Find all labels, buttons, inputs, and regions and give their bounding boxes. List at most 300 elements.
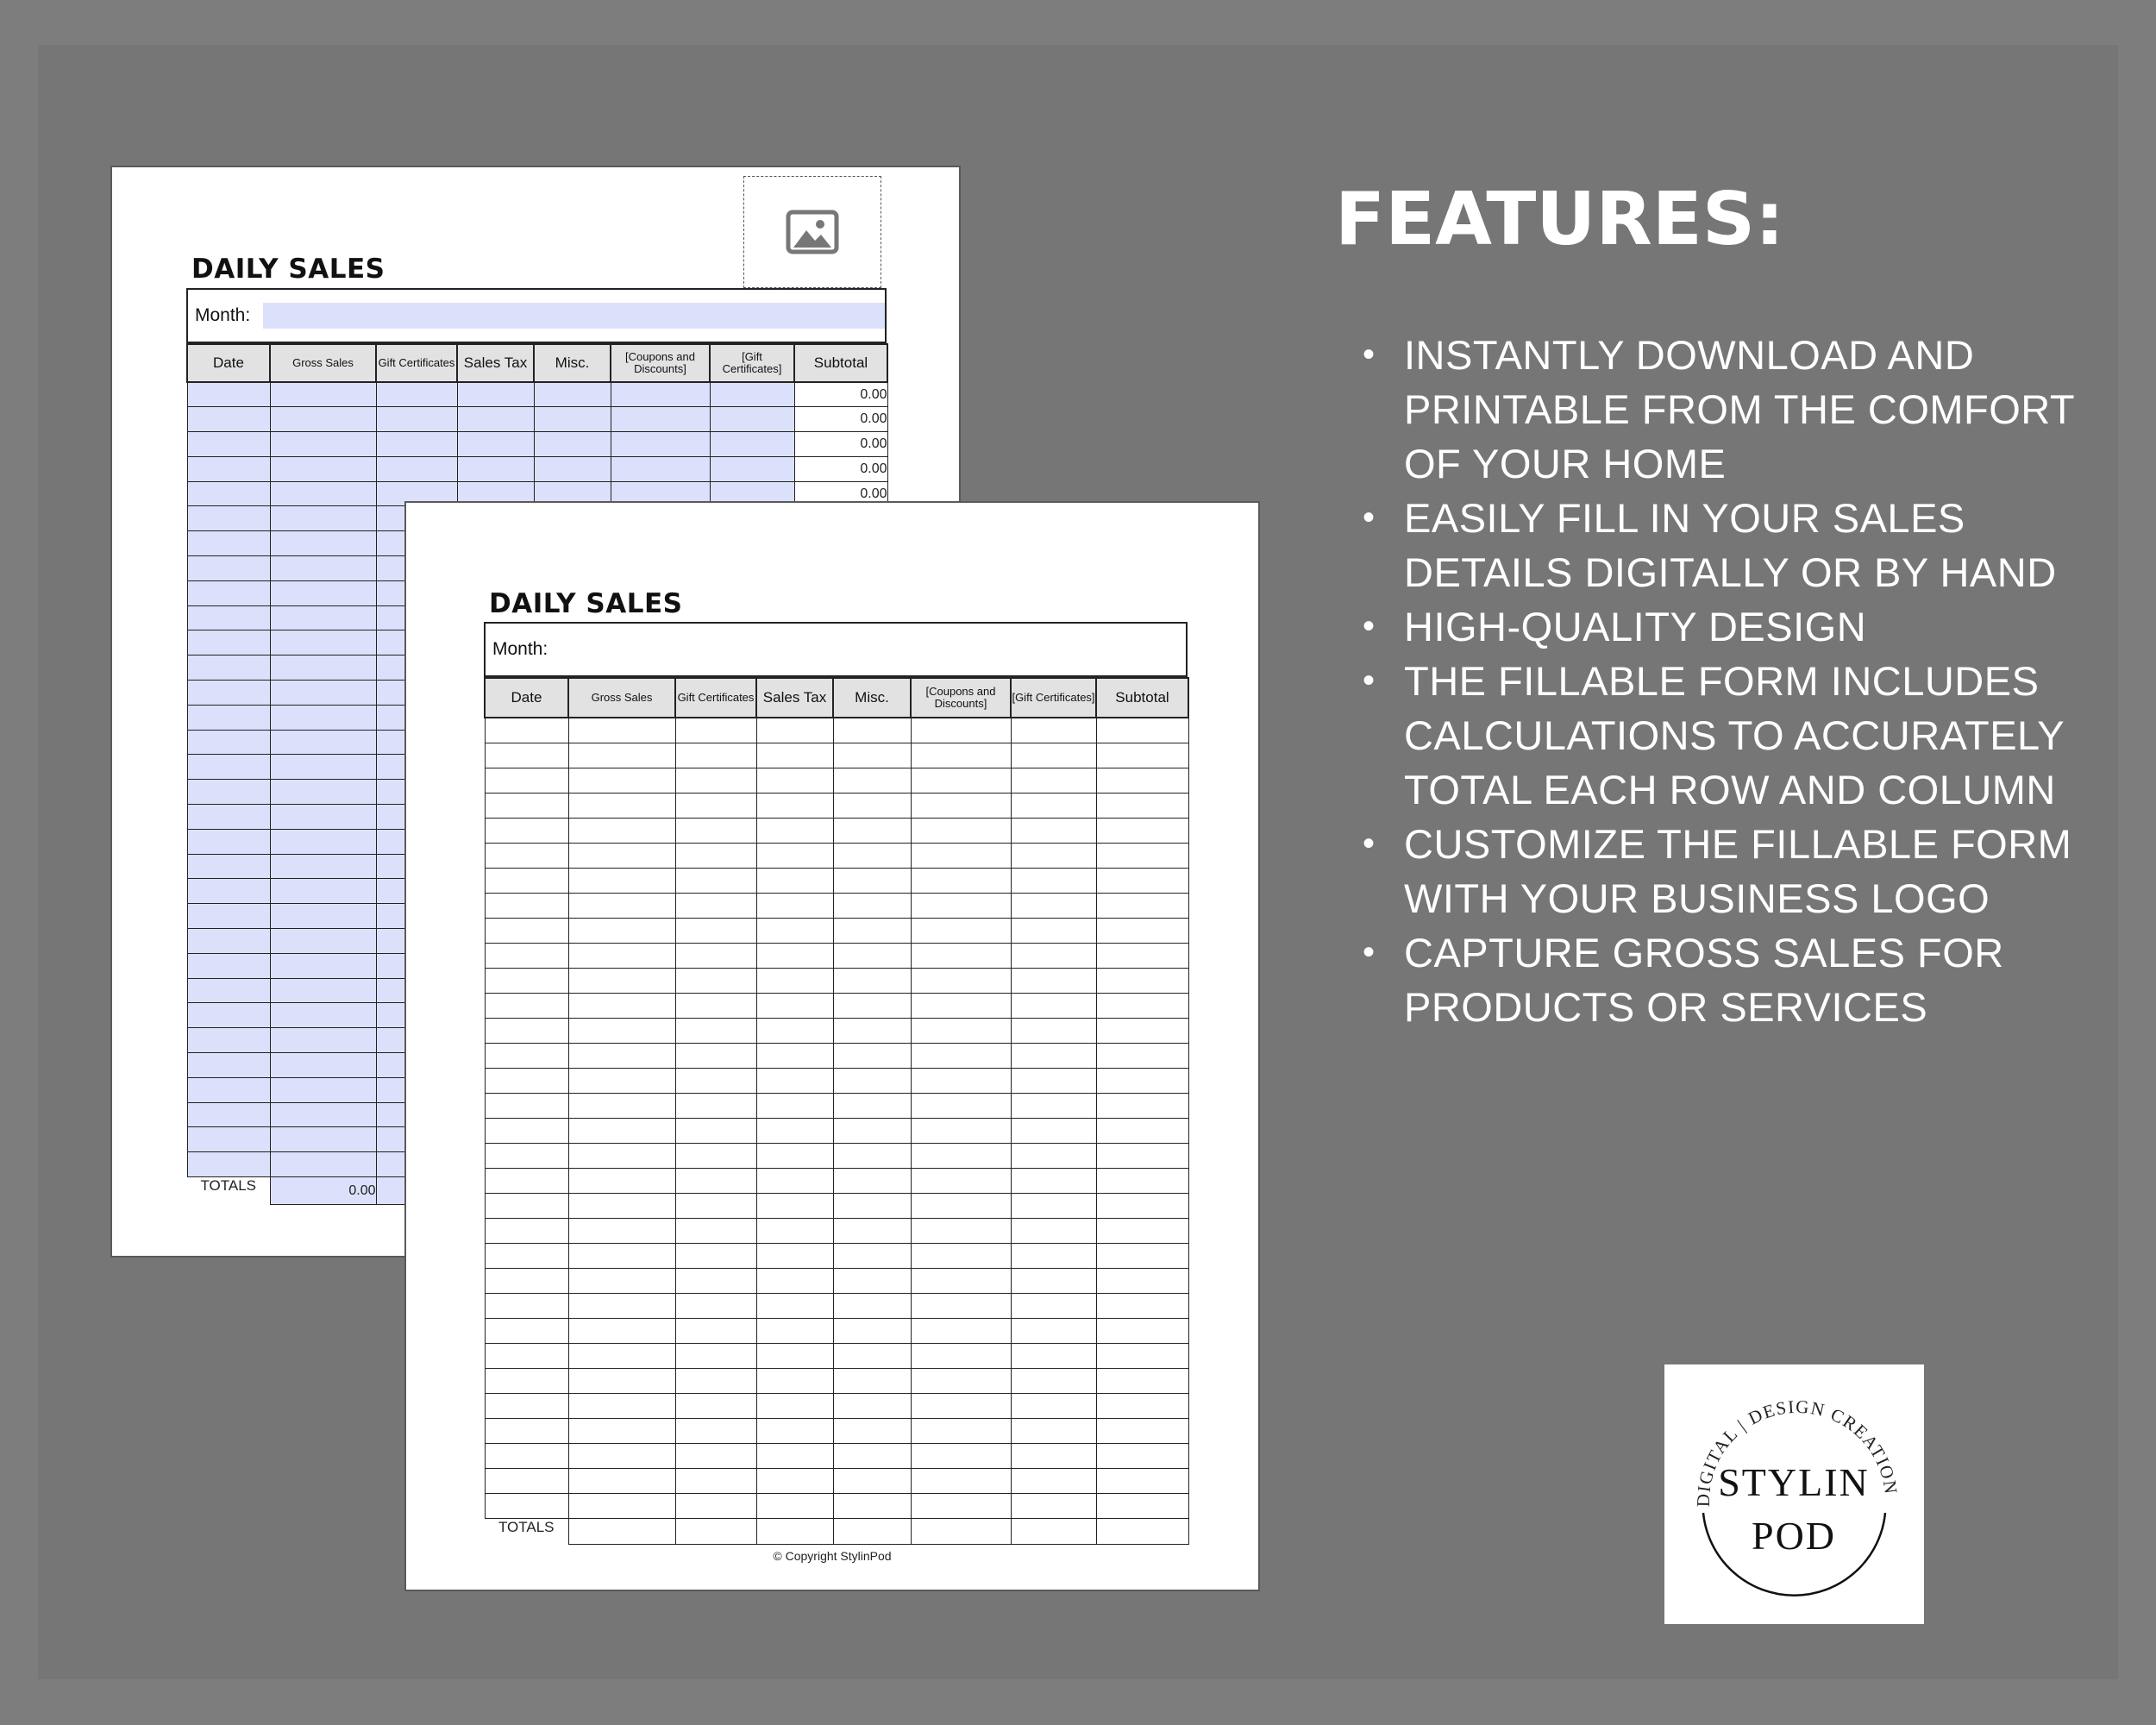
table-cell[interactable]: [1011, 968, 1096, 993]
table-cell[interactable]: [270, 978, 376, 1003]
table-cell[interactable]: [833, 1143, 911, 1168]
table-cell[interactable]: [911, 1268, 1011, 1293]
table-cell[interactable]: [756, 1418, 833, 1443]
table-cell[interactable]: [833, 918, 911, 943]
table-cell[interactable]: [911, 1368, 1011, 1393]
totals-cell[interactable]: [675, 1518, 756, 1544]
totals-cell[interactable]: [833, 1518, 911, 1544]
table-cell[interactable]: [911, 793, 1011, 818]
table-cell[interactable]: [833, 1343, 911, 1368]
table-cell[interactable]: [568, 1243, 675, 1268]
table-cell[interactable]: [270, 605, 376, 630]
table-cell[interactable]: [485, 1293, 568, 1318]
table-cell[interactable]: [911, 843, 1011, 868]
table-cell[interactable]: [1011, 868, 1096, 893]
table-cell[interactable]: [187, 681, 270, 706]
table-cell[interactable]: [833, 1368, 911, 1393]
table-cell[interactable]: [568, 1143, 675, 1168]
table-cell[interactable]: [1011, 1068, 1096, 1093]
table-cell[interactable]: [1011, 743, 1096, 768]
table-cell[interactable]: [568, 743, 675, 768]
table-cell[interactable]: [833, 1418, 911, 1443]
table-cell[interactable]: [1011, 1318, 1096, 1343]
table-cell[interactable]: [911, 1243, 1011, 1268]
table-cell[interactable]: [756, 1368, 833, 1393]
table-cell[interactable]: [675, 1343, 756, 1368]
table-cell[interactable]: [911, 1193, 1011, 1218]
gross-total-cell[interactable]: 0.00: [270, 1177, 376, 1205]
table-cell[interactable]: [485, 1418, 568, 1443]
table-cell[interactable]: [833, 743, 911, 768]
month-input[interactable]: [263, 303, 885, 329]
table-cell[interactable]: [1096, 1318, 1188, 1343]
table-cell[interactable]: [911, 1168, 1011, 1193]
table-cell[interactable]: [1011, 1443, 1096, 1468]
table-cell[interactable]: [485, 718, 568, 743]
table-cell[interactable]: [756, 993, 833, 1018]
table-cell[interactable]: [187, 580, 270, 605]
totals-cell[interactable]: [756, 1518, 833, 1544]
table-cell[interactable]: [1011, 1168, 1096, 1193]
table-cell[interactable]: [1096, 1493, 1188, 1518]
table-cell[interactable]: [675, 1218, 756, 1243]
table-cell[interactable]: [485, 1443, 568, 1468]
table-cell[interactable]: [911, 918, 1011, 943]
table-cell[interactable]: [756, 1268, 833, 1293]
table-cell[interactable]: [1011, 1368, 1096, 1393]
table-cell[interactable]: [270, 681, 376, 706]
table-cell[interactable]: [568, 1168, 675, 1193]
table-cell[interactable]: [187, 456, 270, 481]
table-cell[interactable]: [376, 456, 457, 481]
table-cell[interactable]: [1096, 1168, 1188, 1193]
table-cell[interactable]: [485, 793, 568, 818]
table-cell[interactable]: [833, 818, 911, 843]
table-cell[interactable]: [1096, 918, 1188, 943]
table-cell[interactable]: [376, 407, 457, 432]
table-cell[interactable]: [568, 1268, 675, 1293]
table-cell[interactable]: [270, 456, 376, 481]
table-cell[interactable]: [568, 843, 675, 868]
table-cell[interactable]: [485, 1018, 568, 1043]
table-cell[interactable]: [1011, 1493, 1096, 1518]
table-cell[interactable]: [270, 953, 376, 978]
table-cell[interactable]: [187, 780, 270, 805]
table-cell[interactable]: [187, 1127, 270, 1152]
table-cell[interactable]: [833, 968, 911, 993]
table-cell[interactable]: [568, 1343, 675, 1368]
table-cell[interactable]: [756, 1343, 833, 1368]
table-cell[interactable]: [270, 407, 376, 432]
table-cell[interactable]: [756, 968, 833, 993]
table-cell[interactable]: [675, 1493, 756, 1518]
table-cell[interactable]: [1096, 768, 1188, 793]
table-cell[interactable]: [568, 1093, 675, 1118]
table-cell[interactable]: [1011, 1218, 1096, 1243]
subtotal-cell[interactable]: 0.00: [794, 382, 887, 407]
table-cell[interactable]: [187, 656, 270, 681]
table-cell[interactable]: [376, 432, 457, 457]
table-cell[interactable]: [1096, 1093, 1188, 1118]
table-cell[interactable]: [911, 1118, 1011, 1143]
table-cell[interactable]: [568, 993, 675, 1018]
table-cell[interactable]: [675, 1018, 756, 1043]
table-cell[interactable]: [1011, 1343, 1096, 1368]
table-cell[interactable]: [1096, 1468, 1188, 1493]
table-cell[interactable]: [911, 1393, 1011, 1418]
table-cell[interactable]: [833, 1243, 911, 1268]
table-cell[interactable]: [270, 1152, 376, 1177]
table-cell[interactable]: [1096, 793, 1188, 818]
table-cell[interactable]: [1096, 743, 1188, 768]
table-cell[interactable]: [756, 1318, 833, 1343]
table-cell[interactable]: [1096, 1018, 1188, 1043]
table-cell[interactable]: [187, 1003, 270, 1028]
table-cell[interactable]: [1011, 843, 1096, 868]
table-cell[interactable]: [187, 481, 270, 506]
table-cell[interactable]: [270, 656, 376, 681]
table-cell[interactable]: [1011, 918, 1096, 943]
table-cell[interactable]: [1011, 1293, 1096, 1318]
table-cell[interactable]: [675, 1368, 756, 1393]
table-cell[interactable]: [911, 718, 1011, 743]
table-cell[interactable]: [833, 718, 911, 743]
table-cell[interactable]: [756, 1193, 833, 1218]
table-cell[interactable]: [756, 843, 833, 868]
table-cell[interactable]: [833, 893, 911, 918]
table-cell[interactable]: [756, 893, 833, 918]
table-cell[interactable]: [270, 1053, 376, 1078]
table-cell[interactable]: [675, 1443, 756, 1468]
table-cell[interactable]: [270, 780, 376, 805]
table-cell[interactable]: [270, 829, 376, 854]
table-cell[interactable]: [1011, 1018, 1096, 1043]
table-cell[interactable]: [911, 968, 1011, 993]
table-cell[interactable]: [485, 1343, 568, 1368]
table-cell[interactable]: [756, 1393, 833, 1418]
table-cell[interactable]: [833, 1168, 911, 1193]
table-cell[interactable]: [911, 1418, 1011, 1443]
table-cell[interactable]: [675, 1243, 756, 1268]
table-cell[interactable]: [376, 382, 457, 407]
table-cell[interactable]: [187, 556, 270, 581]
table-cell[interactable]: [833, 1193, 911, 1218]
table-cell[interactable]: [485, 1468, 568, 1493]
table-cell[interactable]: [270, 705, 376, 730]
table-cell[interactable]: [756, 793, 833, 818]
table-cell[interactable]: [756, 1068, 833, 1093]
table-cell[interactable]: [1011, 1118, 1096, 1143]
table-cell[interactable]: [568, 1118, 675, 1143]
table-cell[interactable]: [568, 1068, 675, 1093]
table-cell[interactable]: [568, 1393, 675, 1418]
table-cell[interactable]: [911, 1043, 1011, 1068]
table-cell[interactable]: [1011, 893, 1096, 918]
table-cell[interactable]: [675, 793, 756, 818]
table-cell[interactable]: [911, 1143, 1011, 1168]
table-cell[interactable]: [485, 1168, 568, 1193]
table-cell[interactable]: [270, 506, 376, 531]
table-cell[interactable]: [911, 868, 1011, 893]
table-cell[interactable]: [270, 1003, 376, 1028]
table-cell[interactable]: [675, 1193, 756, 1218]
table-cell[interactable]: [187, 432, 270, 457]
table-cell[interactable]: [911, 1018, 1011, 1043]
table-cell[interactable]: [1011, 718, 1096, 743]
table-cell[interactable]: [1096, 1443, 1188, 1468]
table-cell[interactable]: [1096, 1268, 1188, 1293]
table-cell[interactable]: [534, 456, 611, 481]
table-cell[interactable]: [911, 818, 1011, 843]
table-cell[interactable]: [675, 843, 756, 868]
table-cell[interactable]: [675, 1043, 756, 1068]
table-cell[interactable]: [756, 868, 833, 893]
table-cell[interactable]: [568, 768, 675, 793]
table-cell[interactable]: [756, 1443, 833, 1468]
table-cell[interactable]: [833, 793, 911, 818]
table-cell[interactable]: [457, 407, 534, 432]
table-cell[interactable]: [911, 1468, 1011, 1493]
table-cell[interactable]: [270, 755, 376, 780]
table-cell[interactable]: [1011, 1093, 1096, 1118]
table-cell[interactable]: [675, 743, 756, 768]
table-cell[interactable]: [270, 556, 376, 581]
table-cell[interactable]: [187, 805, 270, 830]
table-cell[interactable]: [756, 943, 833, 968]
table-cell[interactable]: [485, 1368, 568, 1393]
table-cell[interactable]: [1096, 1343, 1188, 1368]
table-cell[interactable]: [1096, 1218, 1188, 1243]
table-cell[interactable]: [756, 818, 833, 843]
table-cell[interactable]: [485, 743, 568, 768]
table-cell[interactable]: [568, 968, 675, 993]
table-cell[interactable]: [756, 1493, 833, 1518]
table-cell[interactable]: [756, 1168, 833, 1193]
table-cell[interactable]: [1011, 943, 1096, 968]
table-cell[interactable]: [485, 868, 568, 893]
month-input[interactable]: [561, 637, 1186, 662]
table-cell[interactable]: [911, 993, 1011, 1018]
table-cell[interactable]: [611, 382, 710, 407]
table-cell[interactable]: [187, 829, 270, 854]
table-cell[interactable]: [1096, 1293, 1188, 1318]
table-cell[interactable]: [187, 854, 270, 879]
table-cell[interactable]: [187, 904, 270, 929]
table-cell[interactable]: [187, 929, 270, 954]
table-cell[interactable]: [1011, 818, 1096, 843]
table-cell[interactable]: [270, 1028, 376, 1053]
table-cell[interactable]: [485, 1143, 568, 1168]
table-cell[interactable]: [833, 1093, 911, 1118]
table-cell[interactable]: [568, 1293, 675, 1318]
table-cell[interactable]: [911, 1443, 1011, 1468]
table-cell[interactable]: [675, 1418, 756, 1443]
table-cell[interactable]: [270, 904, 376, 929]
table-cell[interactable]: [187, 1053, 270, 1078]
table-cell[interactable]: [756, 1118, 833, 1143]
table-cell[interactable]: [710, 382, 794, 407]
table-cell[interactable]: [611, 456, 710, 481]
table-cell[interactable]: [270, 1127, 376, 1152]
totals-cell[interactable]: [1096, 1518, 1188, 1544]
subtotal-cell[interactable]: 0.00: [794, 456, 887, 481]
table-cell[interactable]: [568, 818, 675, 843]
table-cell[interactable]: [270, 1077, 376, 1102]
table-cell[interactable]: [1011, 768, 1096, 793]
table-cell[interactable]: [1011, 993, 1096, 1018]
table-cell[interactable]: [833, 1318, 911, 1343]
table-cell[interactable]: [833, 1293, 911, 1318]
table-cell[interactable]: [1096, 943, 1188, 968]
table-cell[interactable]: [568, 1368, 675, 1393]
table-cell[interactable]: [534, 432, 611, 457]
table-cell[interactable]: [675, 768, 756, 793]
table-cell[interactable]: [270, 481, 376, 506]
table-cell[interactable]: [756, 1018, 833, 1043]
subtotal-cell[interactable]: 0.00: [794, 481, 887, 506]
table-cell[interactable]: [568, 868, 675, 893]
table-cell[interactable]: [675, 718, 756, 743]
table-cell[interactable]: [756, 918, 833, 943]
table-cell[interactable]: [270, 382, 376, 407]
table-cell[interactable]: [675, 818, 756, 843]
table-cell[interactable]: [833, 1018, 911, 1043]
table-cell[interactable]: [675, 943, 756, 968]
table-cell[interactable]: [187, 953, 270, 978]
table-cell[interactable]: [756, 1043, 833, 1068]
table-cell[interactable]: [568, 718, 675, 743]
table-cell[interactable]: [675, 868, 756, 893]
table-cell[interactable]: [485, 1218, 568, 1243]
table-cell[interactable]: [675, 1168, 756, 1193]
table-cell[interactable]: [568, 893, 675, 918]
table-cell[interactable]: [568, 1018, 675, 1043]
table-cell[interactable]: [187, 1077, 270, 1102]
table-cell[interactable]: [1096, 1043, 1188, 1068]
table-cell[interactable]: [1011, 1393, 1096, 1418]
table-cell[interactable]: [568, 918, 675, 943]
table-cell[interactable]: [833, 1268, 911, 1293]
table-cell[interactable]: [911, 1068, 1011, 1093]
table-cell[interactable]: [756, 1243, 833, 1268]
table-cell[interactable]: [270, 432, 376, 457]
table-cell[interactable]: [187, 531, 270, 556]
table-cell[interactable]: [568, 1318, 675, 1343]
table-cell[interactable]: [485, 893, 568, 918]
table-cell[interactable]: [270, 805, 376, 830]
table-cell[interactable]: [1096, 1418, 1188, 1443]
table-cell[interactable]: [911, 893, 1011, 918]
table-cell[interactable]: [833, 1068, 911, 1093]
table-cell[interactable]: [833, 1393, 911, 1418]
table-cell[interactable]: [568, 1218, 675, 1243]
table-cell[interactable]: [756, 1093, 833, 1118]
table-cell[interactable]: [457, 432, 534, 457]
table-cell[interactable]: [485, 968, 568, 993]
table-cell[interactable]: [270, 879, 376, 904]
table-cell[interactable]: [911, 743, 1011, 768]
table-cell[interactable]: [270, 929, 376, 954]
table-cell[interactable]: [187, 730, 270, 755]
table-cell[interactable]: [1096, 1193, 1188, 1218]
table-cell[interactable]: [675, 918, 756, 943]
table-cell[interactable]: [485, 1493, 568, 1518]
table-cell[interactable]: [534, 382, 611, 407]
table-cell[interactable]: [1096, 968, 1188, 993]
table-cell[interactable]: [1011, 1243, 1096, 1268]
table-cell[interactable]: [568, 943, 675, 968]
table-cell[interactable]: [675, 1268, 756, 1293]
table-cell[interactable]: [1096, 893, 1188, 918]
table-cell[interactable]: [756, 1468, 833, 1493]
table-cell[interactable]: [911, 1293, 1011, 1318]
table-cell[interactable]: [1011, 1143, 1096, 1168]
table-cell[interactable]: [611, 432, 710, 457]
table-cell[interactable]: [485, 1068, 568, 1093]
table-cell[interactable]: [1096, 1243, 1188, 1268]
table-cell[interactable]: [1011, 1418, 1096, 1443]
table-cell[interactable]: [1096, 1118, 1188, 1143]
table-cell[interactable]: [833, 943, 911, 968]
table-cell[interactable]: [568, 1493, 675, 1518]
table-cell[interactable]: [911, 943, 1011, 968]
table-cell[interactable]: [675, 1093, 756, 1118]
table-cell[interactable]: [457, 382, 534, 407]
table-cell[interactable]: [675, 1318, 756, 1343]
table-cell[interactable]: [187, 1102, 270, 1127]
table-cell[interactable]: [568, 1418, 675, 1443]
table-cell[interactable]: [187, 1152, 270, 1177]
table-cell[interactable]: [1011, 1043, 1096, 1068]
table-cell[interactable]: [187, 705, 270, 730]
table-cell[interactable]: [756, 1143, 833, 1168]
table-cell[interactable]: [756, 1293, 833, 1318]
table-cell[interactable]: [911, 1093, 1011, 1118]
table-cell[interactable]: [833, 768, 911, 793]
table-cell[interactable]: [756, 743, 833, 768]
table-cell[interactable]: [485, 993, 568, 1018]
table-cell[interactable]: [485, 1393, 568, 1418]
table-cell[interactable]: [710, 407, 794, 432]
table-cell[interactable]: [485, 818, 568, 843]
table-cell[interactable]: [485, 1043, 568, 1068]
table-cell[interactable]: [756, 1218, 833, 1243]
table-cell[interactable]: [833, 1043, 911, 1068]
table-cell[interactable]: [1011, 793, 1096, 818]
table-cell[interactable]: [485, 1193, 568, 1218]
table-cell[interactable]: [534, 407, 611, 432]
table-cell[interactable]: [833, 843, 911, 868]
table-cell[interactable]: [485, 1118, 568, 1143]
table-cell[interactable]: [187, 630, 270, 656]
table-cell[interactable]: [675, 993, 756, 1018]
table-cell[interactable]: [1011, 1468, 1096, 1493]
table-cell[interactable]: [568, 1443, 675, 1468]
table-cell[interactable]: [270, 580, 376, 605]
table-cell[interactable]: [675, 1068, 756, 1093]
table-cell[interactable]: [187, 382, 270, 407]
table-cell[interactable]: [270, 630, 376, 656]
table-cell[interactable]: [1011, 1268, 1096, 1293]
table-cell[interactable]: [457, 456, 534, 481]
table-cell[interactable]: [833, 1118, 911, 1143]
table-cell[interactable]: [1011, 1193, 1096, 1218]
table-cell[interactable]: [833, 1443, 911, 1468]
table-cell[interactable]: [1096, 993, 1188, 1018]
table-cell[interactable]: [187, 605, 270, 630]
table-cell[interactable]: [710, 456, 794, 481]
table-cell[interactable]: [270, 1102, 376, 1127]
